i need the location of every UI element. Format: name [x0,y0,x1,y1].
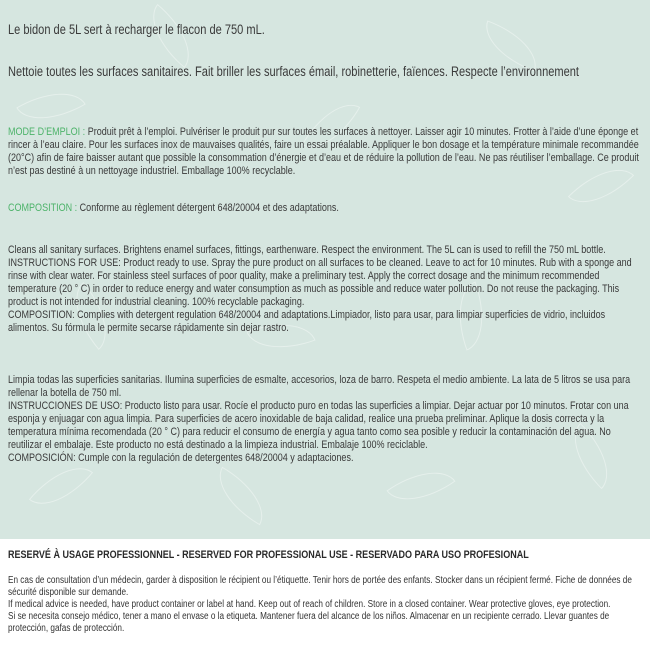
es-composition: COMPOSICIÓN: Cumple con la regulación de detergentes 648/20004 y adaptaciones. [8,452,354,464]
spanish-section [8,374,644,465]
fr-mode-text: Produit prêt à l’emploi. Pulvériser le produit pur sur toutes les surfaces à nettoyer. Laisser agir 10 minutes. Frotter à l’aide d’une éponge et rincer à l’eau claire. Pour les surfaces inox de mauvaises qualités, faire un essai préalable. Appliquer le bon dosage et la température minimale recommandée (20°C) afin de faire baisser autant que possible la consommation d’énergie et d’eau et de réduire la pollution de l’eau. Ne pas réutiliser l’emballage. Ce produit n’est pas destiné à un nettoyage industriel. Emballage 100% recyclable. [8,126,639,177]
product-description: Nettoie toutes les surfaces sanitaires. Fait briller les surfaces émail, robinetterie, faïences. Respecte l’environnement [8,64,579,79]
fr-composition-text: Conforme au règlement détergent 648/20004 et des adaptations. [77,202,339,214]
en-composition: COMPOSITION: Complies with detergent regulation 648/20004 and adaptations.Limpiador, listo para usar, para limpiar superficies de vidrio, incluidos alimentos. Su fórmula le permite secarse rápidamente sin dejar rastro. [8,309,606,334]
safety-notice [8,575,644,635]
es-description: Limpia todas las superficies sanitarias. Ilumina superficies de esmalte, accesorios, loza de barro. Respeta el medio ambiente. La lata de 5 litros se usa para rellenar la botella de 750 ml. [8,374,631,399]
fr-composition-label: COMPOSITION : [8,202,78,214]
safety-fr: En cas de consultation d’un médecin, garder à disposition le récipient ou l’étiquette. Tenir hors de portée des enfants. Stocker dans un récipient fermé. Fiche de données de sécurité disponible sur demande. [8,575,632,598]
professional-use-title: RESERVÉ À USAGE PROFESSIONNEL - RESERVED FOR PROFESSIONAL USE - RESERVADO PARA USO PROFESIONAL [8,549,529,561]
safety-en: If medical advice is needed, have product container or label at hand. Keep out of reach of children. Store in a closed container. Wear protective gloves, eye protection. [8,599,611,610]
english-section [8,244,644,335]
leaf-pattern-icon [206,467,276,526]
es-instructions: INSTRUCCIONES DE USO: Producto listo para usar. Rocíe el producto puro en todas las superficies a limpiar. Dejar actuar por 10 minutos. Frotar con una esponja y enjuagar con agua limpia. Para superficies de acero inoxidable de baja calidad, realice una prueba preliminar. Aplique la dosis correcta y la temperatura mínima recomendada (20 ° C) para reducir el consumo de energía y agua tanto como sea posible y reducir la contaminación del agua. No reutilizar el embalaje. Este producto no está destinado a la limpieza industrial. Embalaje 100% reciclable. [8,400,629,451]
refill-note: Le bidon de 5L sert à recharger le flacon de 750 mL. [8,22,265,37]
fr-composition [8,202,644,215]
fr-instructions [8,126,644,178]
en-description: Cleans all sanitary surfaces. Brightens enamel surfaces, fittings, earthenware. Respect the environment. The 5L can is used to refill the 750 mL bottle. [8,244,606,256]
en-instructions: INSTRUCTIONS FOR USE: Product ready to use. Spray the pure product on all surfaces to be cleaned. Leave to act for 10 minutes. Rub with a sponge and rinse with clear water. For stainless steel surfaces of poor quality, make a preliminary test. Apply the correct dosage and the minimum recommended temperature (20 ° C) in order to reduce energy and water consumption as much as possible and reduce water pollution. Do not reuse the packaging. This product is not intended for industrial cleaning. 100% recyclable packaging. [8,257,632,308]
fr-mode-label: MODE D’EMPLOI : [8,126,86,138]
safety-es: Si se necesita consejo médico, tener a mano el envase o la etiqueta. Mantener fuera del alcance de los niños. Almacenar en un recipiente cerrado. Llevar guantes de protección, gafas de protección. [8,611,610,634]
